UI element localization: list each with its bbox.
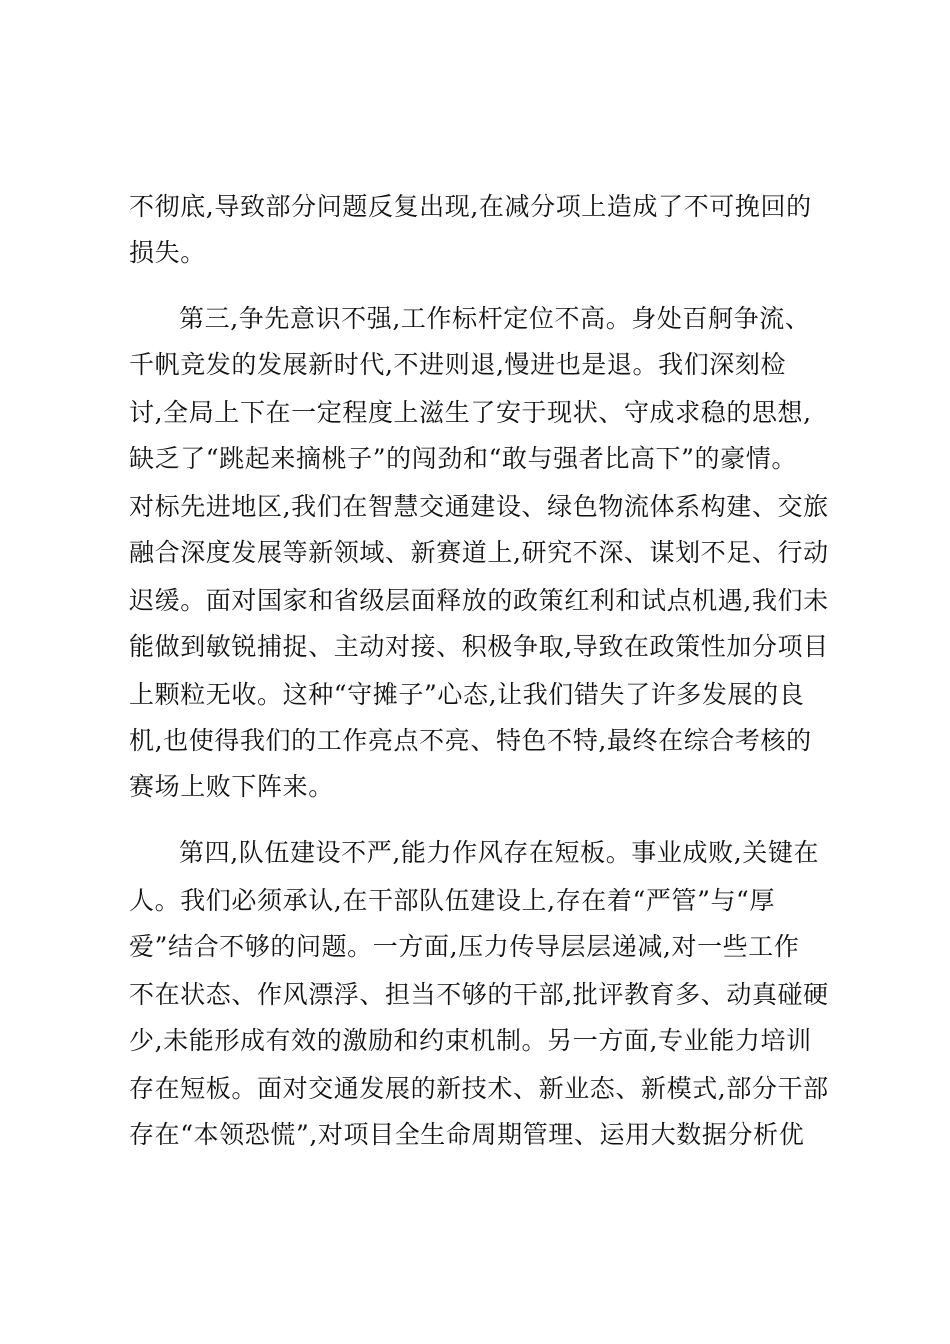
text-line: 迟缓。面对国家和省级层面释放的政策红利和试点机遇,我们未 (129, 586, 829, 615)
text-line: 不彻底,导致部分问题反复出现,在减分项上造成了不可挽回的 (129, 192, 812, 221)
text-line: 存在“本领恐慌”,对项目全生命周期管理、运用大数据分析优 (129, 1120, 805, 1149)
text-line: 能做到敏锐捕捉、主动对接、积极争取,导致在政策性加分项目 (129, 632, 829, 661)
text-line: 不在状态、作风漂浮、担当不够的干部,批评教育多、动真碰硬 (129, 980, 829, 1009)
text-line: 赛场上败下阵来。 (129, 772, 334, 801)
text-line: 损失。 (129, 238, 206, 267)
text-line: 上颗粒无收。这种“守摊子”心态,让我们错失了许多发展的良 (129, 680, 805, 709)
text-line: 对标先进地区,我们在智慧交通建设、绿色物流体系构建、交旅 (129, 492, 829, 521)
text-line: 存在短板。面对交通发展的新技术、新业态、新模式,部分干部 (129, 1074, 829, 1103)
paragraph-start-line: 第四,队伍建设不严,能力作风存在短板。事业成败,关键在 (179, 838, 820, 867)
text-line: 少,未能形成有效的激励和约束机制。另一方面,专业能力培训 (129, 1026, 812, 1055)
text-line: 爱”结合不够的问题。一方面,压力传导层层递减,对一些工作 (129, 932, 800, 961)
text-line: 讨,全局上下在一定程度上滋生了安于现状、守成求稳的思想, (129, 398, 812, 427)
paragraph-start-line: 第三,争先意识不强,工作标杆定位不高。身处百舸争流、 (179, 304, 811, 333)
text-line: 千帆竞发的发展新时代,不进则退,慢进也是退。我们深刻检 (129, 350, 787, 379)
text-line: 缺乏了“跳起来摘桃子”的闯劲和“敢与强者比高下”的豪情。 (129, 444, 797, 473)
text-line: 人。我们必须承认,在干部队伍建设上,存在着“严管”与“厚 (129, 886, 776, 915)
text-line: 融合深度发展等新领域、新赛道上,研究不深、谋划不足、行动 (129, 538, 829, 567)
text-line: 机,也使得我们的工作亮点不亮、特色不特,最终在综合考核的 (129, 726, 812, 755)
